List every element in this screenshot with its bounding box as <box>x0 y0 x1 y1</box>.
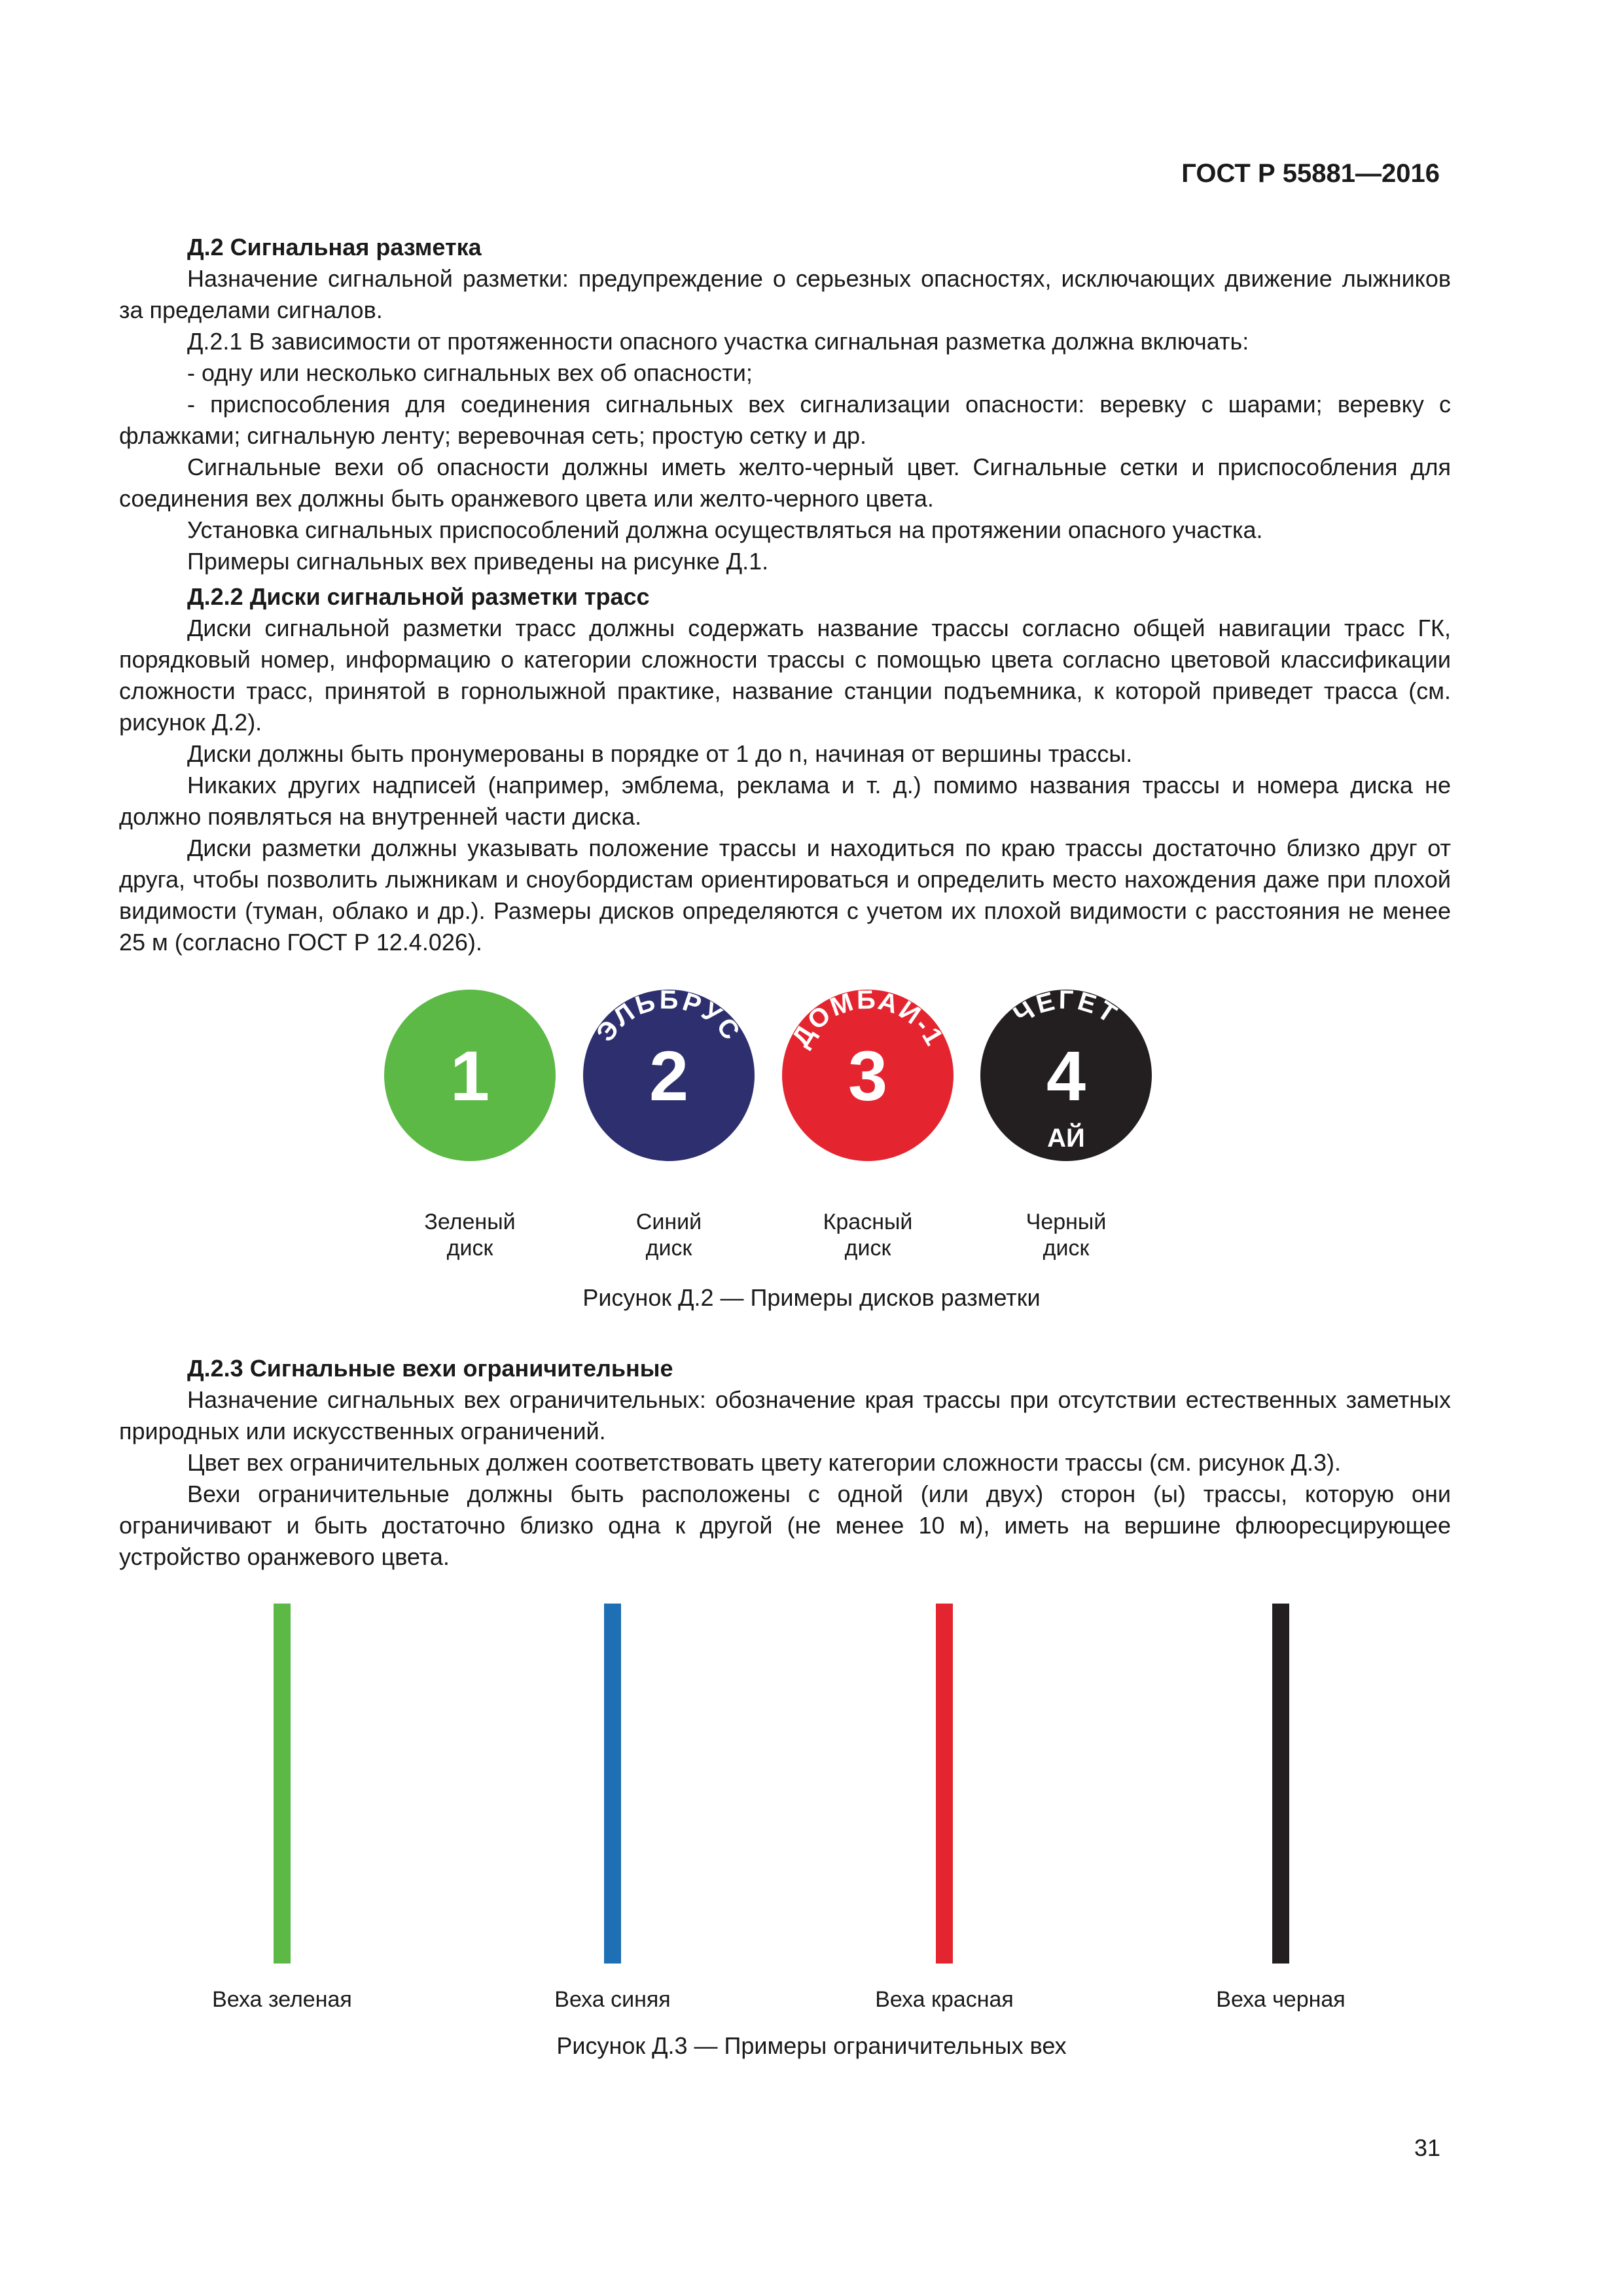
disc-caption-blue <box>571 1209 767 1261</box>
paragraph: Вехи ограничительные должны быть расположены с одной (или двух) сторон (ы) трассы, которую они ограничивают и быть достаточно близко одна к другой (не менее 10 м), иметь на вершине флюоресцирующее устройство оранжевого цвета. <box>119 1480 1451 1570</box>
paragraph: Примеры сигнальных вех приведены на рисунке Д.1. <box>187 548 769 575</box>
disc-caption-red <box>770 1209 966 1261</box>
list-item: - приспособления для соединения сигнальных вех сигнализации опасности: веревку с шарами; веревку с флажками; сигнальную ленту; веревочная сеть; простую сетку и др. <box>119 391 1451 449</box>
pole-green <box>274 1604 291 1964</box>
caption-line: Красный <box>823 1210 913 1234</box>
disc-route-name: ДОМБАЙ-1 <box>786 985 950 1052</box>
disc-number: 3 <box>847 1035 888 1115</box>
disc-bottom-text: АЙ <box>1047 1124 1085 1153</box>
svg-text:ДОМБАЙ-1 <box>787 986 950 1052</box>
caption-line: Черный <box>1026 1210 1107 1234</box>
caption-line: диск <box>446 1236 493 1261</box>
caption-line: Синий <box>635 1210 702 1234</box>
disc-caption-black <box>968 1209 1164 1261</box>
caption-line: диск <box>645 1236 692 1261</box>
pole-caption: Веха красная <box>875 1987 1014 2012</box>
svg-text:ЭЛЬБРУС <box>591 986 747 1047</box>
standard-code: ГОСТ Р 55881—2016 <box>1181 159 1440 188</box>
paragraph: Назначение сигнальной разметки: предупреждение о серьезных опасностях, исключающих движение лыжников за пределами сигналов. <box>119 265 1451 323</box>
paragraph: Диски сигнальной разметки трасс должны содержать название трассы согласно общей навигации трасс ГК, порядковый номер, информацию о категории сложности трассы с помощью цвета согласно цветовой классификации сложности трасс, принятой в горнолыжной практике, название станции подъемника, к которой приведет трасса (см. рисунок Д.2). <box>119 615 1451 736</box>
section-heading: Д.2.3 Сигнальные вехи ограничительные <box>187 1355 673 1382</box>
disc-route-name: ЭЛЬБРУС <box>590 985 747 1047</box>
paragraph: Диски должны быть пронумерованы в порядке от 1 до n, начиная от вершины трассы. <box>187 740 1133 767</box>
section-heading: Д.2 Сигнальная разметка <box>187 234 482 260</box>
pole-blue <box>604 1604 621 1964</box>
section-heading: Д.2.2 Диски сигнальной разметки трасс <box>187 583 650 610</box>
paragraph: Д.2.1 В зависимости от протяженности опасного участка сигнальная разметка должна включать: <box>187 328 1249 355</box>
pole-black <box>1272 1604 1289 1964</box>
figure-caption: Рисунок Д.2 — Примеры дисков разметки <box>582 1284 1041 1311</box>
list-item: - одну или несколько сигнальных вех об опасности; <box>187 359 753 386</box>
pole-caption: Веха зеленая <box>212 1987 352 2012</box>
disc-number: 1 <box>450 1035 490 1115</box>
paragraph: Цвет вех ограничительных должен соответствовать цвету категории сложности трассы (см. рисунок Д.3). <box>187 1449 1342 1476</box>
caption-line: Зеленый <box>424 1210 516 1234</box>
page-number: 31 <box>1414 2134 1440 2161</box>
pole-caption: Веха синяя <box>554 1987 671 2012</box>
paragraph: Сигнальные вехи об опасности должны иметь желто-черный цвет. Сигнальные сетки и приспособления для соединения вех должны быть оранжевого цвета или желто-черного цвета. <box>119 454 1451 512</box>
disc-number: 2 <box>649 1035 689 1115</box>
caption-line: диск <box>844 1236 891 1261</box>
pole-caption: Веха черная <box>1216 1987 1346 2012</box>
figure-caption: Рисунок Д.3 — Примеры ограничительных вех <box>556 2032 1067 2059</box>
disc-route-name: ЧЕГЕТ <box>1008 985 1124 1030</box>
section-d23-text <box>119 1353 1451 1573</box>
svg-text:ЧЕГЕТ <box>1008 986 1124 1030</box>
paragraph: Установка сигнальных приспособлений должна осуществляться на протяжении опасного участка. <box>187 516 1263 543</box>
paragraph: Назначение сигнальных вех ограничительных: обозначение края трассы при отсутствии естественных заметных природных или искусственных ограничений. <box>119 1386 1451 1444</box>
disc-caption-green <box>372 1209 568 1261</box>
paragraph: Диски разметки должны указывать положение трассы и находиться по краю трассы достаточно близко друг от друга, чтобы позволить лыжникам и сноубордистам ориентироваться и определить место нахождения даже при плохой видимости (туман, облако и др.). Размеры дисков определяются с учетом их плохой видимости с расстояния не менее 25 м (согласно ГОСТ Р 12.4.026). <box>119 834 1451 956</box>
pole-red <box>936 1604 953 1964</box>
disc-number: 4 <box>1046 1035 1086 1115</box>
paragraph: Никаких других надписей (например, эмблема, реклама и т. д.) помимо названия трассы и номера диска не должно появляться на внутренней части диска. <box>119 772 1451 830</box>
caption-line: диск <box>1043 1236 1090 1261</box>
